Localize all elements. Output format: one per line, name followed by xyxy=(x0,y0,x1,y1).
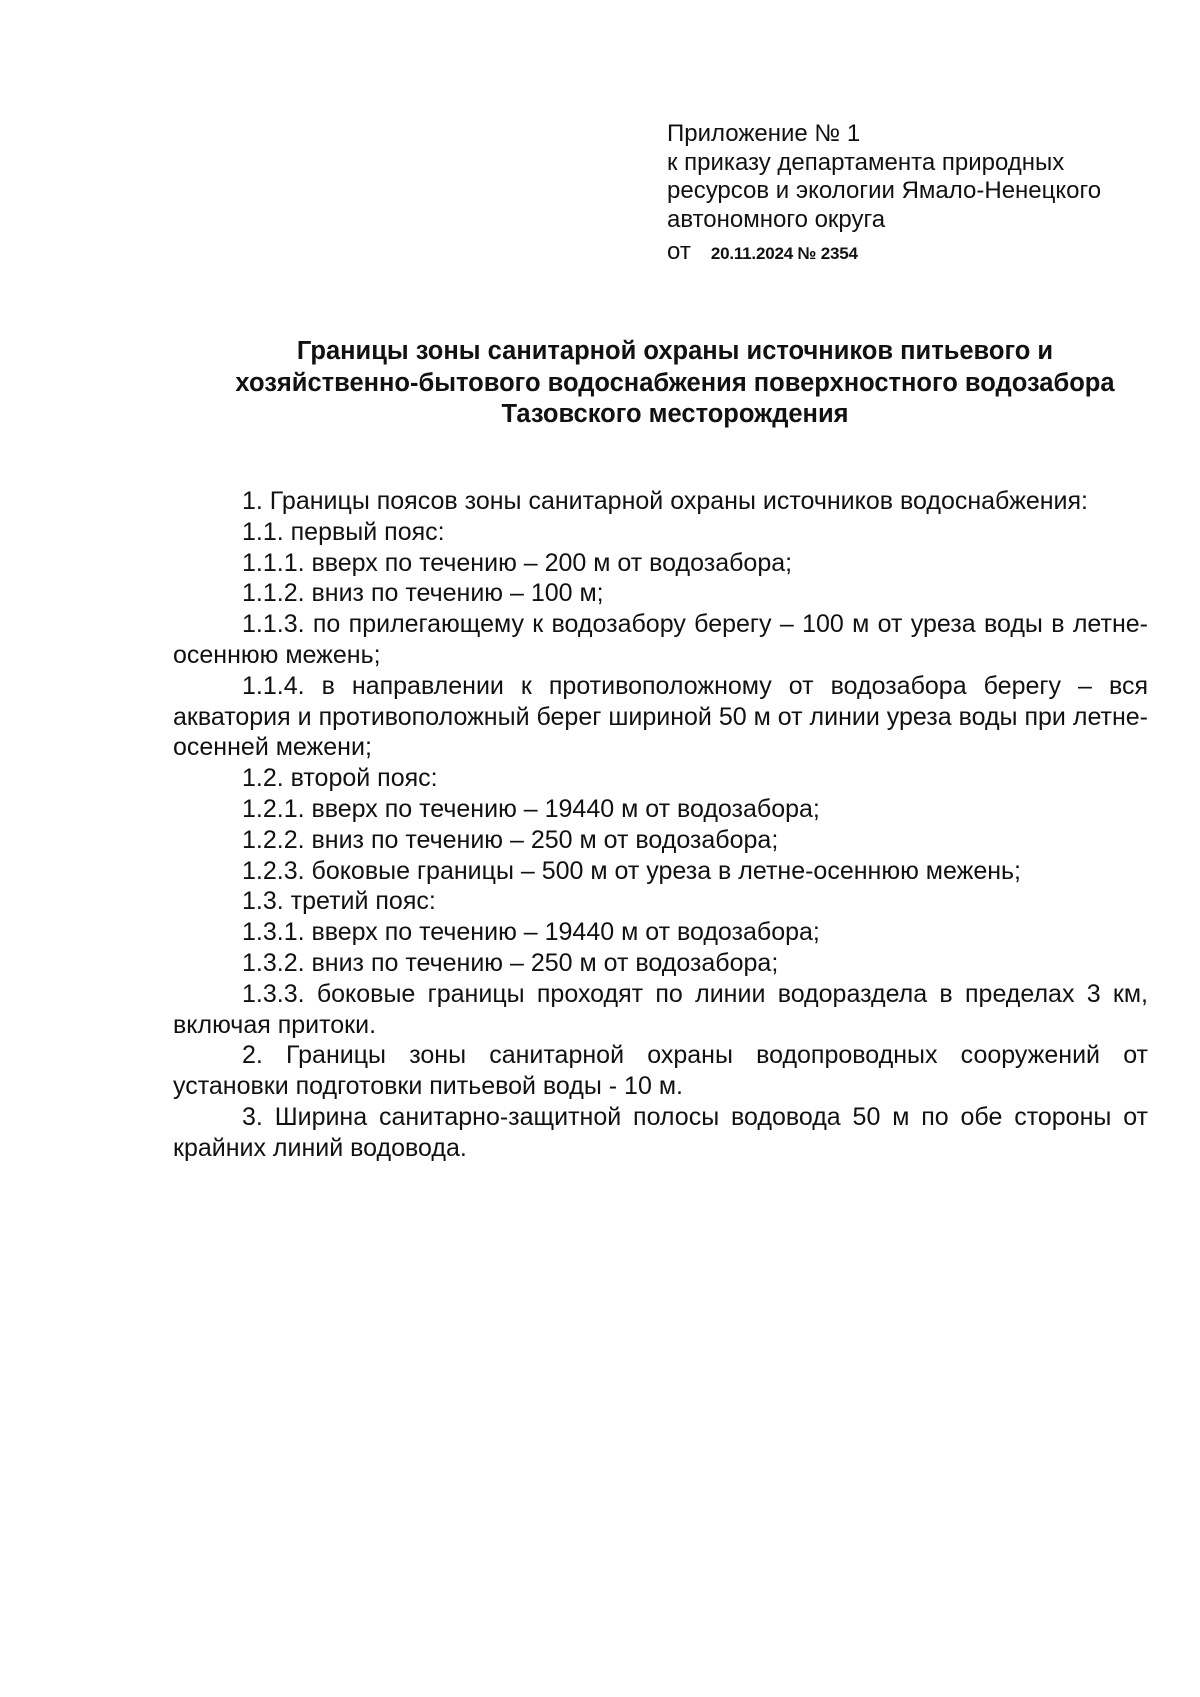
paragraph-1-1-3: 1.1.3. по прилегающему к водозабору берегу – 100 м от уреза воды в летне-осеннюю межень; xyxy=(173,610,1148,669)
appendix-header xyxy=(667,120,1147,269)
paragraph-1-1-2: 1.1.2. вниз по течению – 100 м; xyxy=(242,579,604,608)
document-title xyxy=(100,336,1200,431)
title-line-2: хозяйственно-бытового водоснабжения поверхностного водозабора xyxy=(235,368,1115,397)
paragraph-3: 3. Ширина санитарно-защитной полосы водовода 50 м по обе стороны от крайних линий водовода. xyxy=(173,1102,1148,1162)
appendix-order-line-3: автономного округа xyxy=(667,205,886,233)
paragraph-1-3-3: 1.3.3. боковые границы проходят по линии водораздела в пределах 3 км, включая притоки. xyxy=(173,979,1148,1039)
appendix-order-line-2: ресурсов и экологии Ямало-Ненецкого xyxy=(667,177,1102,204)
document-body xyxy=(173,486,1148,1164)
paragraph-1-2-3: 1.2.3. боковые границы – 500 м от уреза в летне-осеннюю межень; xyxy=(242,856,1022,885)
paragraph-1-2: 1.2. второй пояс: xyxy=(242,764,438,793)
paragraph-1-1-4: 1.1.4. в направлении к противоположному от водозабора берегу – вся акватория и противоположный берег шириной 50 м от линии уреза воды при летне-осенней межени; xyxy=(173,671,1148,762)
appendix-number: Приложение № 1 xyxy=(667,120,861,147)
order-date-number: 20.11.2024 № 2354 xyxy=(710,244,858,263)
order-from-label: от xyxy=(667,238,691,265)
paragraph-1-1: 1.1. первый пояс: xyxy=(242,517,445,546)
appendix-order-line-1: к приказу департамента природных xyxy=(667,148,1065,176)
paragraph-1-2-2: 1.2.2. вниз по течению – 250 м от водозабора; xyxy=(242,825,779,854)
paragraph-1: 1. Границы поясов зоны санитарной охраны источников водоснабжения: xyxy=(242,487,1088,515)
paragraph-2: 2. Границы зоны санитарной охраны водопроводных сооружений от установки подготовки питьевой воды - 10 м. xyxy=(173,1041,1148,1101)
paragraph-1-2-1: 1.2.1. вверх по течению – 19440 м от водозабора; xyxy=(242,794,820,823)
order-date-line xyxy=(667,238,1147,269)
paragraph-1-3: 1.3. третий пояс: xyxy=(242,887,436,916)
paragraph-1-1-1: 1.1.1. вверх по течению – 200 м от водозабора; xyxy=(242,548,793,577)
paragraph-1-3-2: 1.3.2. вниз по течению – 250 м от водозабора; xyxy=(242,948,779,977)
title-line-3: Тазовского месторождения xyxy=(501,400,849,428)
paragraph-1-3-1: 1.3.1. вверх по течению – 19440 м от водозабора; xyxy=(242,918,820,947)
title-line-1: Границы зоны санитарной охраны источников питьевого и xyxy=(296,337,1054,365)
